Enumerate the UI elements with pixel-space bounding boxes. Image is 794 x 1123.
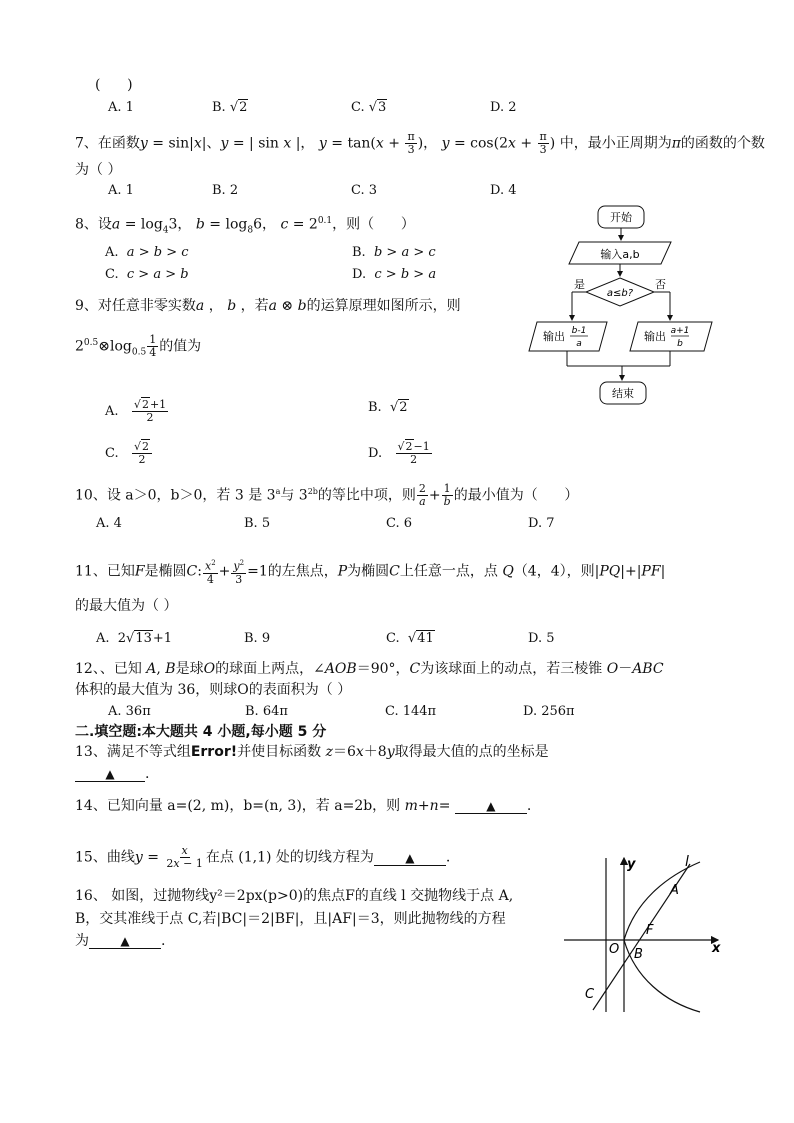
q9-expression: $2^{0.5}\otimes\log_{0.5}$ $\frac{1}{4}$ 的值为 [75, 333, 202, 360]
graph-label-c: C [585, 987, 595, 1002]
q7-option-d: D. 4 [490, 183, 517, 198]
flow-start-label: 开始 [610, 211, 632, 224]
parabola-curve [624, 862, 700, 1012]
flowchart [525, 200, 725, 415]
q8-option-d: D. c > b > a [352, 267, 437, 282]
graph-label-f: F [646, 923, 654, 938]
q12-stem-line2: 体积的最大值为 36，则球O的表面积为（ ） [75, 682, 352, 698]
q7-option-b: B. 2 [212, 183, 239, 198]
q12-option-b: B. 64π [245, 704, 288, 719]
flow-output-left-box [529, 322, 607, 351]
svg-text:b: b [677, 339, 683, 349]
q6-option-a: A. 1 [108, 100, 134, 115]
flow-yes-label: 是 [574, 278, 585, 291]
q13-blank[interactable]: ▲ [75, 767, 145, 782]
flow-condition-label: a≤b? [606, 288, 634, 299]
q14-blank[interactable]: ▲ [455, 799, 527, 814]
q16-stem-line2: B，交其准线于点 C,若|BC|＝2|BF|，且|AF|＝3，则此抛物线的方程 [75, 911, 506, 927]
q12-option-d: D. 256π [523, 704, 575, 719]
q10-stem: 10、设 a＞0，b＞0，若 3 是 3$^a$与 $3^{2b}$的等比中项，则 $\frac{2}{a}$ + $\frac{1}{b}$ 的最小值为（ ） [75, 482, 579, 509]
q9-option-b: B. √2 [368, 400, 408, 415]
q10-option-c: C. 6 [386, 516, 413, 531]
graph-label-b: B [634, 947, 643, 962]
q14-stem: 14、已知向量 a=(2, m)，b=(n, 3)，若 a=2b，则 m+n= ▲ . [75, 798, 532, 814]
q11-stem-line2: 的最大值为（ ） [75, 598, 178, 614]
section-fill-in-heading: 二.填空题:本大题共 4 小题,每小题 5 分 [75, 724, 327, 740]
q8-stem: 8、设$a = \log_43$， $b = \log_86$， $c = 2^{0.1}$，则（ ） [75, 216, 415, 236]
q7-option-a: A. 1 [108, 183, 134, 198]
q6-option-d: D. 2 [490, 100, 517, 115]
q16-stem: 16、 如图，过抛物线y²＝2px(p>0)的焦点F的直线 l 交抛物线于点 A, [75, 888, 514, 904]
q10-option-d: D. 7 [528, 516, 555, 531]
q15-blank[interactable]: ▲ [374, 851, 446, 866]
q8-option-c: C. c > a > b [105, 267, 189, 282]
q11-stem: 11、已知F是椭圆C: $\frac{x^2}{4}$ + $\frac{y^2}{3}$ =1的左焦点，P为椭圆C上任意一点，点 Q（4，4），则|PQ|+|PF| [75, 559, 666, 586]
q12-stem: 12、、已知 A, B是球O的球面上两点，∠AOB＝90°，C为该球面上的动点，若三棱锥 O－ABC [75, 661, 664, 677]
flow-output-right-label: 输出 [644, 330, 666, 343]
q15-stem: 15、曲线y = $\frac{x}{2x - 1}$ 在点 (1,1) 处的切线方程为 ▲ . [75, 844, 451, 870]
graph-label-l: l [685, 854, 689, 870]
q7-stem: 7、在函数y = sin|x|、y = | sin x |， y = tan(x + $\frac{\pi}{3}$ )， y = cos(2x + $\frac{\pi}{3}$ ) 中，最小正周期为π的函数的个数 [75, 130, 765, 156]
q16-stem-line3: 为 ▲ . [75, 933, 166, 949]
q12-option-c: C. 144π [385, 704, 437, 719]
q11-option-a: A. 2√13+1 [96, 631, 173, 646]
q6-option-b: B. √2 [212, 100, 248, 115]
q6-option-c: C. √3 [351, 100, 387, 115]
flow-no-label: 否 [655, 278, 666, 291]
q16-blank[interactable]: ▲ [89, 934, 161, 949]
q11-option-c: C. √41 [386, 631, 434, 646]
q9-stem: 9、对任意非零实数a ， b ，若a ⊗ b的运算原理如图所示，则 [75, 298, 461, 314]
q9-option-d: D. $\frac{√2-1}{2}$ [368, 440, 430, 466]
q10-option-a: A. 4 [96, 516, 122, 531]
graph-label-y: y [627, 857, 636, 872]
q7-stem-line2: 为（ ） [75, 162, 122, 178]
q11-option-b: B. 9 [244, 631, 271, 646]
graph-label-x: x [712, 941, 721, 956]
graph-label-o: O [609, 942, 620, 957]
q8-option-a: A. a > b > c [105, 245, 189, 260]
q10-option-b: B. 5 [244, 516, 271, 531]
q9-option-c: C. $\frac{√2}{2}$ [105, 441, 153, 466]
parabola-graph [560, 852, 730, 1014]
svg-text:b-1: b-1 [571, 326, 587, 336]
q13-answer-line: ▲ . [75, 765, 149, 783]
q8-option-b: B. b > a > c [352, 245, 436, 260]
q9-option-a: A. $\frac{√2+1}{2}$ [105, 398, 167, 424]
q7-option-c: C. 3 [351, 183, 378, 198]
flow-input-label: 输入a,b [600, 248, 640, 261]
q13-stem: 13、满足不等式组Error!并使目标函数 z＝6x＋8y取得最大值的点的坐标是 [75, 744, 549, 760]
graph-label-a: A [670, 883, 679, 898]
svg-text:a+1: a+1 [670, 326, 690, 336]
flow-output-left-label: 输出 [543, 330, 565, 343]
svg-text:a: a [576, 339, 582, 349]
q12-option-a: A. 36π [108, 704, 151, 719]
q11-option-d: D. 5 [528, 631, 555, 646]
flow-end-label: 结束 [612, 387, 634, 400]
q6-answer-paren: ( ) [95, 77, 133, 93]
